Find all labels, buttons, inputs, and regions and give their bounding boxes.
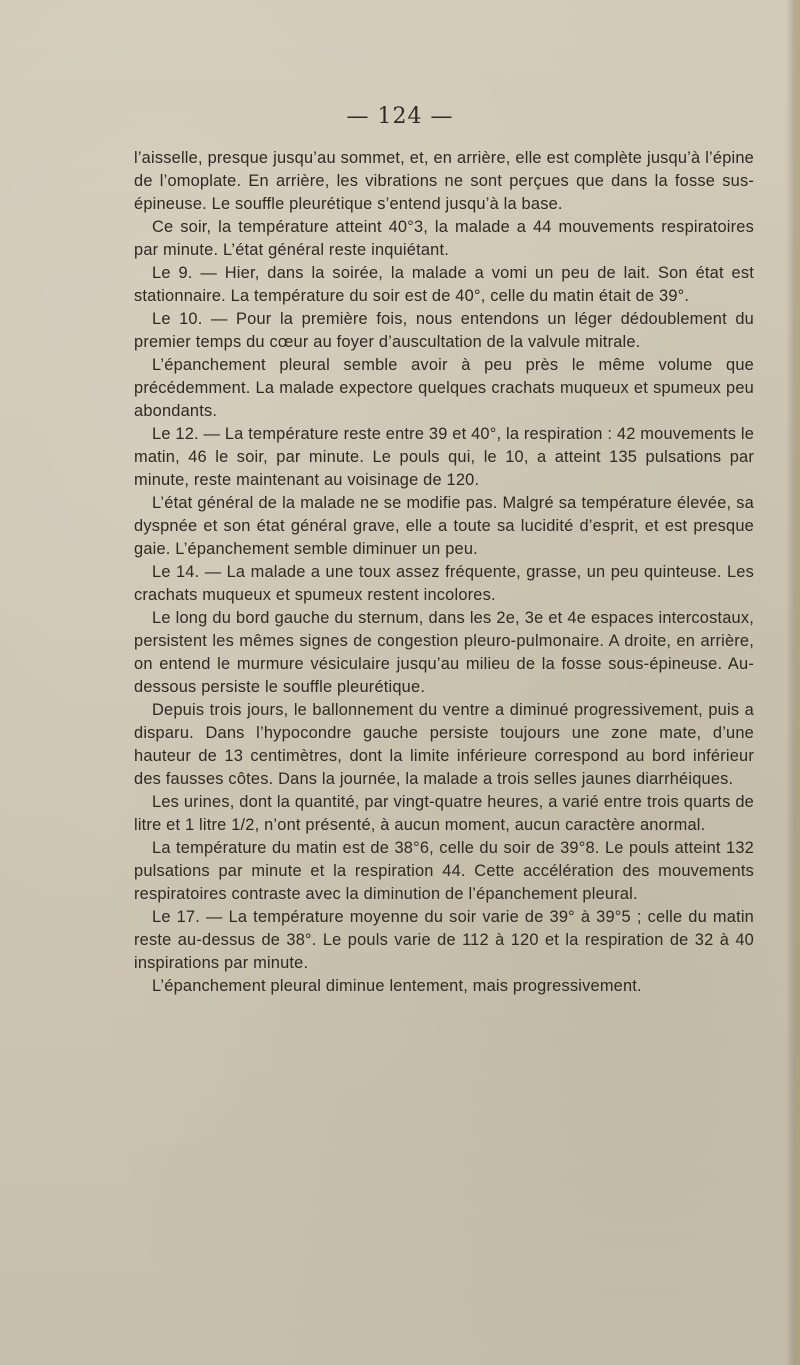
paragraph: Le 17. — La température moyenne du soir varie de 39° à 39°5 ; celle du matin reste au-dessus de 38°. Le pouls varie de 112 à 120 et la respiration de 32 à 40 inspirations par minute. [134, 908, 754, 972]
paragraph: Le 12. — La température reste entre 39 et 40°, la respiration : 42 mouvements le matin, 46 le soir, par minute. Le pouls qui, le 10, a atteint 135 pulsations par minute, reste maintenant au voisinage de 120. [134, 425, 755, 489]
body-text [134, 147, 754, 998]
paragraph: Les urines, dont la quantité, par vingt-quatre heures, a varié entre trois quarts de litre et 1 litre 1/2, n’ont présenté, à aucun moment, aucun caractère anormal. [134, 793, 754, 834]
paragraph: Le 9. — Hier, dans la soirée, la malade a vomi un peu de lait. Son état est stationnaire. La température du soir est de 40°, celle du matin était de 39°. [134, 264, 754, 305]
paragraph: La température du matin est de 38°6, celle du soir de 39°8. Le pouls atteint 132 pulsations par minute et la respiration 44. Cette accélération des mouvements respiratoires contraste avec la diminution de l’épanchement pleural. [134, 839, 754, 903]
paragraph: Le 10. — Pour la première fois, nous entendons un léger dédoublement du premier temps du cœur au foyer d’auscultation de la valvule mitrale. [134, 310, 754, 351]
paragraph: Depuis trois jours, le ballonnement du ventre a diminué progressivement, puis a disparu. Dans l’hypocondre gauche persiste toujours une zone mate, d’une hauteur de 13 centimètres, dont la limite inférieure correspond au bord inférieur des fausses côtes. Dans la journée, la malade a trois selles jaunes diarrhéiques. [134, 701, 754, 788]
paragraph: Le long du bord gauche du sternum, dans les 2e, 3e et 4e espaces intercostaux, persistent les mêmes signes de congestion pleuro-pulmonaire. A droite, en arrière, on entend le murmure vésiculaire jusqu’au milieu de la fosse sous-épineuse. Au-dessous persiste le souffle pleurétique. [134, 609, 754, 696]
paragraph: L’épanchement pleural semble avoir à peu près le même volume que précédemment. La malade expectore quelques crachats muqueux et spumeux peu abondants. [134, 356, 754, 420]
paragraph: L’état général de la malade ne se modifie pas. Malgré sa température élevée, sa dyspnée et son état général grave, elle a toute sa lucidité d’esprit, et est presque gaie. L’épanchement semble diminuer un peu. [134, 494, 754, 558]
paragraph: L’épanchement pleural diminue lentement, mais progressivement. [152, 977, 642, 995]
paragraph: Le 14. — La malade a une toux assez fréquente, grasse, un peu quinteuse. Les crachats muqueux et spumeux restent incolores. [134, 563, 754, 604]
page-edge-shadow [786, 0, 800, 1365]
page-number: — 124 — [346, 104, 454, 129]
paragraph: l’aisselle, presque jusqu’au sommet, et, en arrière, elle est complète jusqu’à l’épine de l’omoplate. En arrière, les vibrations ne sont perçues que dans la fosse sus-épineuse. Le souffle pleurétique s’entend jusqu’à la base. [134, 149, 754, 213]
paragraph: Ce soir, la température atteint 40°3, la malade a 44 mouvements respiratoires par minute. L’état général reste inquiétant. [134, 218, 754, 259]
